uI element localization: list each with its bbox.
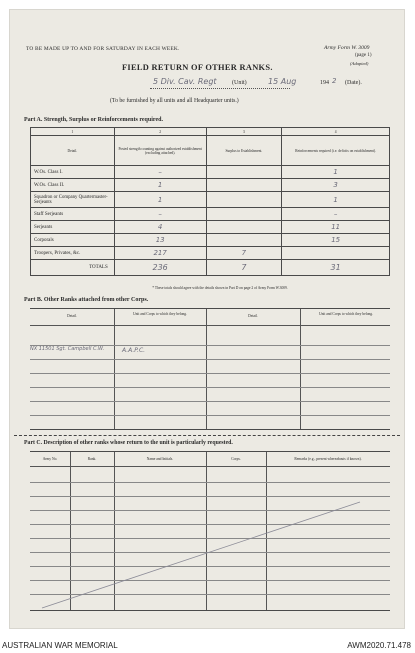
year-prefix: 194 xyxy=(320,80,329,86)
footer-accession-number: AWM2020.71.478 xyxy=(347,641,411,650)
part-b-header-detail-2: Detail. xyxy=(248,314,258,318)
col-number-1: 1 xyxy=(31,128,115,136)
form-sheet xyxy=(10,10,404,628)
strike-through-line xyxy=(30,452,390,610)
page-number: (page 1) xyxy=(355,53,372,58)
row-detail: W.Os. Class I. xyxy=(31,166,115,179)
part-c-header-name: Name and Initials. xyxy=(146,457,174,461)
row-surplus xyxy=(206,221,282,234)
part-c-header-army-no: Army No. xyxy=(42,457,58,461)
header-detail: Detail. xyxy=(31,136,115,166)
row-posted: – xyxy=(114,208,206,221)
col-number-2: 2 xyxy=(114,128,206,136)
part-a-footnote: * These totals should agree with the details shown in Part D on page 2 of Army Form W.3009. xyxy=(152,286,288,290)
part-b-entry-unit: A.A.P.C. xyxy=(122,347,146,354)
row-detail: Troopers, Privates, &c. xyxy=(31,247,115,260)
row-surplus: 7 xyxy=(206,247,282,260)
row-reinforcements: 3 xyxy=(282,179,390,192)
part-b-header-unit: Unit and Corps to which they belong. xyxy=(133,312,187,316)
row-posted: 1 xyxy=(114,192,206,208)
part-c-title: Part C. Description of other ranks whose return to the unit is particularly requested. xyxy=(24,440,233,446)
part-b-header-detail: Detail. xyxy=(67,314,77,318)
header-surplus: Surplus to Establishment. xyxy=(206,136,282,166)
totals-surplus: 7 xyxy=(206,260,282,276)
part-c-header-corps: Corps. xyxy=(231,457,241,461)
row-posted: – xyxy=(114,166,206,179)
row-surplus xyxy=(206,234,282,247)
part-b-title: Part B. Other Ranks attached from other Corps. xyxy=(24,297,149,303)
col-number-4: 4 xyxy=(282,128,390,136)
header-posted: Posted strength counting against authorized establishment (excluding attached). xyxy=(114,136,206,166)
row-surplus xyxy=(206,166,282,179)
adapted-label: (Adapted) xyxy=(350,61,369,66)
archive-footer xyxy=(0,637,415,653)
part-c-header-rank: Rank. xyxy=(87,457,97,461)
part-c-header-remarks: Remarks (e.g., present whereabouts if known). xyxy=(294,457,362,461)
dashed-divider xyxy=(14,435,400,436)
form-title: FIELD RETURN OF OTHER RANKS. xyxy=(122,63,273,72)
year-handwritten: 2 xyxy=(332,77,337,85)
row-posted: 1 xyxy=(114,179,206,192)
form-reference: Army Form W. 3009 xyxy=(324,45,370,51)
row-reinforcements: 15 xyxy=(282,234,390,247)
instruction-text: TO BE MADE UP TO AND FOR SATURDAY IN EACH WEEK. xyxy=(26,46,180,52)
date-label: (Date). xyxy=(345,80,362,86)
row-reinforcements: 11 xyxy=(282,221,390,234)
unit-line xyxy=(150,88,290,89)
part-b-header-unit-2: Unit and Corps to which they belong. xyxy=(319,312,373,316)
part-c-grid xyxy=(30,451,390,611)
row-surplus xyxy=(206,208,282,221)
part-b-grid xyxy=(30,308,390,430)
row-posted: 13 xyxy=(114,234,206,247)
row-detail: Staff Serjeants xyxy=(31,208,115,221)
totals-label: TOTALS xyxy=(31,260,115,276)
unit-handwritten: 5 Div. Cav. Regt xyxy=(153,77,217,86)
header-reinforcements: Reinforcements required (i.e. deficits on establishment). xyxy=(282,136,390,166)
row-detail: W.Os. Class II. xyxy=(31,179,115,192)
footer-institution: AUSTRALIAN WAR MEMORIAL xyxy=(2,641,118,650)
row-detail: Corporals xyxy=(31,234,115,247)
part-b-entry-detail: NX 11501 Sgt. Campbell C.W. xyxy=(30,346,105,352)
part-a-title: Part A. Strength, Surplus or Reinforcements required. xyxy=(24,117,163,123)
row-posted: 217 xyxy=(114,247,206,260)
row-surplus xyxy=(206,192,282,208)
row-detail: Serjeants xyxy=(31,221,115,234)
row-surplus xyxy=(206,179,282,192)
furnish-note: (To be furnished by all units and all Headquarter units.) xyxy=(110,98,239,104)
part-a-table xyxy=(30,127,390,276)
totals-reinforcements: 31 xyxy=(282,260,390,276)
row-reinforcements: 1 xyxy=(282,192,390,208)
row-posted: 4 xyxy=(114,221,206,234)
unit-label: (Unit) xyxy=(232,80,247,86)
row-reinforcements: – xyxy=(282,208,390,221)
row-reinforcements: 1 xyxy=(282,166,390,179)
totals-posted: 236 xyxy=(114,260,206,276)
row-detail: Squadron or Company Quartermaster-Serjeants xyxy=(31,192,115,208)
row-reinforcements xyxy=(282,247,390,260)
date-handwritten: 15 Aug xyxy=(268,77,297,86)
col-number-3: 3 xyxy=(206,128,282,136)
